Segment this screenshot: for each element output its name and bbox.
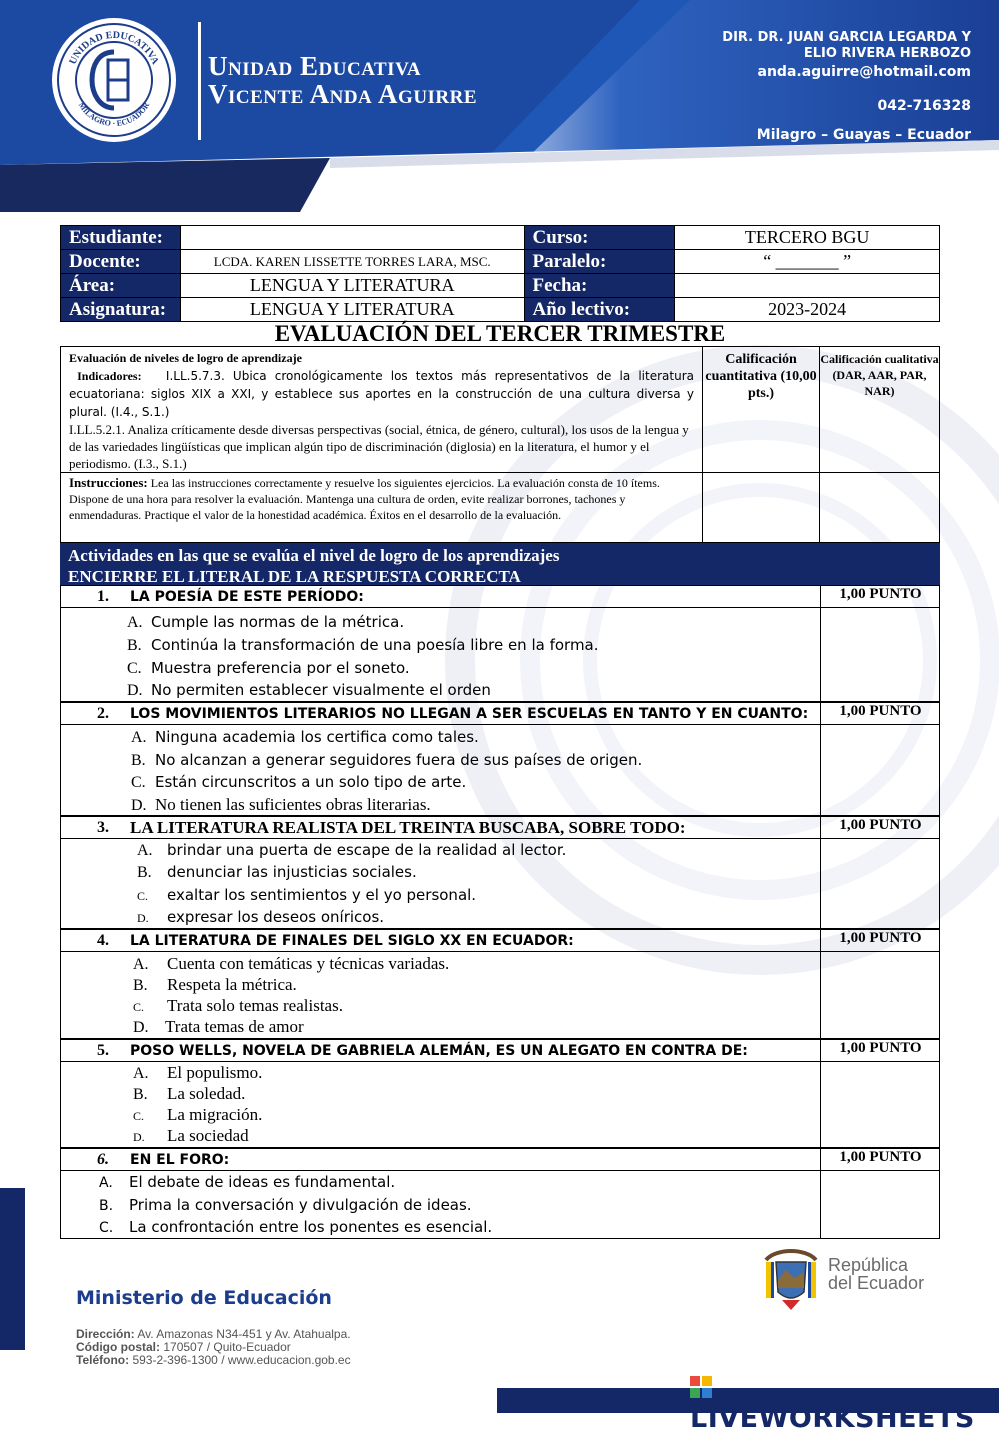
- question-number: 2.: [97, 705, 109, 722]
- header-contact: [722, 30, 971, 143]
- option-1d[interactable]: D. No permiten establecer visualmente el orden: [127, 681, 491, 699]
- question-1-options: [60, 608, 940, 702]
- activities-banner: [60, 543, 940, 585]
- option-3d[interactable]: D. expresar los deseos oníricos.: [137, 908, 385, 926]
- quantitative-grade-field[interactable]: [702, 472, 820, 543]
- option-2a[interactable]: A. Ninguna academia los certifica como tales.: [131, 728, 479, 746]
- option-1a[interactable]: A. Cumple las normas de la métrica.: [127, 613, 405, 631]
- question-text: LOS MOVIMIENTOS LITERARIOS NO LLEGAN A SER ESCUELAS EN TANTO Y EN CUANTO:: [130, 706, 809, 722]
- instructions-text: Lea las instrucciones correctamente y resuelve los siguientes ejercicios. La evaluación consta de 10 ítems. Dispone de una hora para resolver la evaluación. Mantenga una cultura de orden, evite realizar borrones, tachones y enmendaduras. Practique el valor de la honestidad académica. Éxitos en el desarrollo de la evaluación.: [69, 476, 660, 522]
- liveworksheets-text: LIVEWORKSHEETS: [690, 1403, 975, 1434]
- liveworksheets-logo: [690, 1372, 999, 1434]
- student-info-table: [60, 225, 940, 322]
- question-5-header: [60, 1039, 940, 1062]
- question-text: POSO WELLS, NOVELA DE GABRIELA ALEMÁN, ES UN ALEGATO EN CONTRA DE:: [130, 1043, 748, 1059]
- question-text: EN EL FORO:: [130, 1152, 230, 1168]
- qualitative-grade-field[interactable]: [819, 472, 940, 543]
- footer-left-bar: [0, 1188, 25, 1350]
- question-points: 1,00 PUNTO: [820, 817, 940, 838]
- date-label: Fecha:: [524, 274, 675, 298]
- question-2-header: [60, 702, 940, 725]
- option-4b[interactable]: B. Respeta la métrica.: [133, 975, 297, 994]
- question-points: 1,00 PUNTO: [820, 586, 940, 607]
- quantitative-grade-header: Calificación cuantitativa (10,00 pts.): [702, 346, 820, 473]
- republic-logo-text: República del Ecuador: [828, 1255, 925, 1293]
- course-label: Curso:: [524, 226, 675, 250]
- year-value: 2023-2024: [675, 298, 940, 322]
- school-logo: [50, 16, 178, 144]
- date-field[interactable]: [675, 274, 940, 298]
- option-5a[interactable]: A. El populismo.: [133, 1063, 263, 1082]
- question-points: 1,00 PUNTO: [820, 930, 940, 951]
- question-6-header: [60, 1148, 940, 1171]
- page-header: [0, 0, 999, 212]
- director-line1: DIR. DR. JUAN GARCIA LEGARDA Y: [722, 30, 971, 45]
- exam-title: EVALUACIÓN DEL TERCER TRIMESTRE: [274, 321, 726, 346]
- question-4-options: [60, 952, 940, 1039]
- question-points: 1,00 PUNTO: [820, 1149, 940, 1170]
- parallel-field[interactable]: “ _______ ”: [675, 250, 940, 274]
- course-value: TERCERO BGU: [675, 226, 940, 250]
- option-1b[interactable]: B. Continúa la transformación de una poesía libre en la forma.: [127, 636, 599, 654]
- question-text: LA POESÍA DE ESTE PERÍODO:: [130, 589, 364, 605]
- indicator-1-text: I.LL.5.7.3. Ubica cronológicamente los textos más representativos de la literatura ecuatoriana: siglos XIX a XXI, y establece sus aportes en la construcción de una cultura diversa y plural. (I.4., S.1.): [69, 369, 694, 419]
- ministry-name: Ministerio de Educación: [76, 1287, 332, 1309]
- question-number: 6.: [97, 1151, 109, 1168]
- school-city: Milagro – Guayas – Ecuador: [756, 127, 971, 143]
- question-number: 5.: [97, 1042, 109, 1059]
- teacher-label: Docente:: [61, 250, 181, 274]
- option-4c[interactable]: C. Trata solo temas realistas.: [133, 996, 343, 1015]
- school-phone: 042-716328: [877, 98, 971, 114]
- student-label: Estudiante:: [61, 226, 181, 250]
- subject-label: Asignatura:: [61, 298, 181, 322]
- director-line2: ELIO RIVERA HERBOZO: [803, 46, 971, 61]
- question-number: 1.: [97, 588, 109, 605]
- option-3a[interactable]: A. brindar una puerta de escape de la realidad al lector.: [137, 841, 567, 859]
- question-points: 1,00 PUNTO: [820, 1040, 940, 1061]
- activities-line2: ENCIERRE EL LITERAL DE LA RESPUESTA CORRECTA: [68, 567, 521, 586]
- question-1-header: [60, 585, 940, 608]
- indicator-2: I.LL.5.2.1. Analiza críticamente desde diversas perspectivas (social, étnica, de género, cultural), los usos de la lengua y de las variedades lingüísticas que implican algún tipo de discriminación (diglosia) en la literatura, el humor y el periodismo. (I.3., S.1.): [69, 422, 689, 471]
- option-5c[interactable]: C. La migración.: [133, 1105, 263, 1124]
- student-field[interactable]: [180, 226, 524, 250]
- question-4-header: [60, 929, 940, 952]
- option-2b[interactable]: B. No alcanzan a generar seguidores fuera de sus países de origen.: [131, 751, 643, 769]
- question-number: 4.: [97, 932, 109, 949]
- indicators-label: Indicadores:: [77, 369, 142, 383]
- ministry-address: Dirección: Av. Amazonas N34-451 y Av. Atahualpa. Código postal: 170507 / Quito-Ecuador Teléfono: 593-2-396-1300 / www.educacion.gob.ec: [76, 1327, 351, 1367]
- indicator-1: [69, 367, 694, 421]
- liveworksheets-icon: [690, 1376, 712, 1398]
- question-points: 1,00 PUNTO: [820, 703, 940, 724]
- logo-ring-text: UNIDAD EDUCATIVA: [67, 29, 161, 67]
- teacher-value: LCDA. KAREN LISSETTE TORRES LARA, MSC.: [180, 250, 524, 274]
- question-6-options: [60, 1171, 940, 1239]
- option-4d[interactable]: D. Trata temas de amor: [133, 1017, 304, 1036]
- option-4a[interactable]: A. Cuenta con temáticas y técnicas variadas.: [133, 954, 450, 973]
- option-6a[interactable]: A. El debate de ideas es fundamental.: [99, 1173, 396, 1191]
- question-text: LA LITERATURA REALISTA DEL TREINTA BUSCABA, SOBRE TODO:: [130, 818, 686, 837]
- logo-bottom-text: MILAGRO · ECUADOR: [76, 100, 152, 129]
- option-3b[interactable]: B. denunciar las injusticias sociales.: [137, 863, 417, 881]
- school-name-line1: Unidad Educativa: [208, 51, 422, 81]
- year-label: Año lectivo:: [524, 298, 675, 322]
- option-6c[interactable]: C. La confrontación entre los ponentes es esencial.: [99, 1218, 493, 1236]
- activities-line1: Actividades en las que se evalúa el nivel de logro de los aprendizajes: [68, 546, 560, 565]
- option-6b[interactable]: B. Prima la conversación y divulgación de ideas.: [99, 1196, 472, 1214]
- area-value: LENGUA Y LITERATURA: [180, 274, 524, 298]
- option-5b[interactable]: B. La soledad.: [133, 1084, 246, 1103]
- school-email: anda.aguirre@hotmail.com: [757, 64, 971, 80]
- option-5d[interactable]: D. La sociedad: [133, 1126, 249, 1145]
- option-3c[interactable]: C. exaltar los sentimientos y el yo personal.: [137, 886, 477, 904]
- option-1c[interactable]: C. Muestra preferencia por el soneto.: [127, 659, 410, 677]
- option-2c[interactable]: C. Están circunscritos a un solo tipo de arte.: [131, 773, 467, 791]
- school-name-line2: Vicente Anda Aguirre: [208, 79, 478, 109]
- header-divider: [198, 22, 201, 140]
- question-number: 3.: [97, 819, 109, 836]
- instructions-label: Instrucciones:: [69, 475, 148, 490]
- question-3-header: [60, 816, 940, 839]
- parallel-label: Paralelo:: [524, 250, 675, 274]
- subject-value: LENGUA Y LITERATURA: [180, 298, 524, 322]
- school-name: [208, 52, 477, 108]
- indicators-heading: Evaluación de niveles de logro de aprendizaje: [69, 351, 302, 365]
- option-2d[interactable]: D. No tienen las suficientes obras literarias.: [131, 795, 431, 814]
- question-5-options: [60, 1062, 940, 1148]
- question-text: LA LITERATURA DE FINALES DEL SIGLO XX EN ECUADOR:: [130, 933, 574, 949]
- qualitative-grade-header: Calificación cualitativa (DAR, AAR, PAR, NAR): [819, 346, 940, 473]
- question-2-options: [60, 725, 940, 816]
- indicators-box: [60, 346, 703, 473]
- instructions-box: [60, 472, 703, 543]
- coat-of-arms-icon: [756, 1240, 826, 1312]
- area-label: Área:: [61, 274, 181, 298]
- question-3-options: [60, 839, 940, 929]
